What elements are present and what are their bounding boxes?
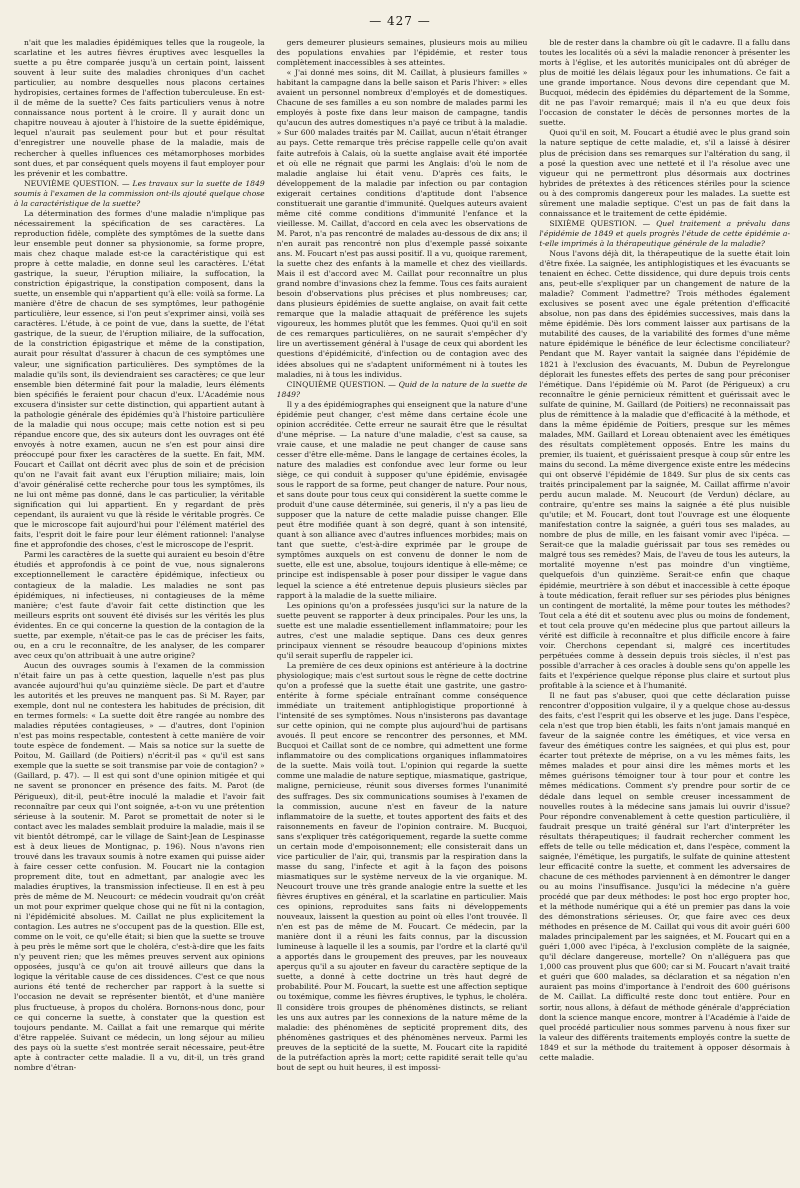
- paragraph: gers demeurer plusieurs semaines, plusieurs mois au milieu des populations envahies par l'épidémie, et rester tous complètement inaccessibles à ses atteintes.: [276, 38, 528, 68]
- question-label: CINQUIÈME QUESTION.: [286, 379, 386, 389]
- paragraph: Les opinions qu'on a professées jusqu'ici sur la nature de la suette peuvent se rapporter à deux principales. Pour les uns, la suette est une maladie essentiellement inflammatoire; pour les autres, c'est une maladie septique. Dans ces deux genres principaux viennent se résoudre beaucoup d'opinions mixtes qu'il serait superflu de rappeler ici.: [276, 600, 528, 660]
- paragraph: ble de rester dans la chambre où gît le cadavre. Il a fallu dans toutes les localités où a sévi la maladie renoncer à présenter les morts à l'église, et les autorités municipales ont dû abréger de plus de moitié les délais légaux pour les inhumations. Ce fait a une grande importance. Nous devons dire cependant que M. Bucquoi, médecin des épidémies du département de la Somme, dit ne pas l'avoir remarqué; mais il n'a eu que deux fois l'occasion de constater le décès de personnes mortes de la suette.: [539, 38, 791, 128]
- paragraph: La détermination des formes d'une maladie n'implique pas nécessairement la spécification de ses caractères. La reproduction fidèle, complète des symptômes de la suette dans leur ensemble peut donner sa physionomie, sa forme propre, mais chez chaque malade est-ce la caractéristique qui est propre à cette maladie, en donne seul les caractères. L'état gastrique, la sueur, l'éruption miliaire, la suffocation, la constriction épigastrique, la constipation composent, dans la suette, un ensemble qui n'appartient qu'à elle: voilà sa forme. La manière d'être de chacun de ses symptômes, leur pathogénie particulière, leur essence, si l'on peut s'exprimer ainsi, voilà ses caractères. L'étude, à ce point de vue, dans la suette, de l'état gastrique, de la sueur, de l'éruption miliaire, de la suffocation, de la constriction épigastrique et même de la constipation, aurait pour résultat d'assurer à chacun de ces symptômes une valeur, une signification particulières. Des symptômes de la maladie qu'ils sont, ils deviendraient ses caractères; ce que leur ensemble bien déterminé fait pour la maladie, leurs éléments bien spécifiés le feraient pour chacun d'eux. L'Académie nous excusera d'insister sur cette distinction, qui appartient autant à la pathologie générale des épidémies qu'à l'histoire particulière de la maladie qui nous occupe; mais cette notion est si peu répandue encore que, des six auteurs dont les ouvrages ont été envoyés à notre examen, aucun ne s'en est pour ainsi dire préoccupé pour fixer les caractères de la suette. En fait, MM. Foucart et Caillat ont décrit avec plus de soin et de précision qu'on ne l'avait fait avant eux l'éruption miliaire; mais, loin d'avoir généralisé cette recherche pour tous les symptômes, ils ne lui ont même pas donné, dans le cas particulier, la véritable signification qui lui appartient. En y regardant de près cependant, ils auraient vu que là réside le véritable progrès. Ce que le microscope fait aujourd'hui pour l'élément matériel des faits, l'esprit doit le faire pour leur élément rationnel: l'analyse fine et approfondie des choses, c'est le microscope de l'esprit.: [14, 208, 265, 550]
- paragraph: Parmi les caractères de la suette qui auraient eu besoin d'être étudiés et approfondis à ce point de vue, nous signalerons exceptionnellement le caractère épidémique, infectieux ou contagieux de la maladie. Les maladies ne sont pas épidémiques, ni infectieuses, ni contagieuses de la même manière; c'est faute d'avoir fait cette distinction que les meilleurs esprits ont souvent été divisés sur les vérités les plus évidentes. En ce qui concerne la question de la contagion de la suette, par exemple, n'était-ce pas le cas de préciser les faits, ou, en a cru le reconnaître, de les analyser, de les comparer avec ceux qu'on attribuait à une autre origine?: [14, 550, 265, 660]
- question-label: NEUVIÈME QUESTION.: [24, 178, 120, 188]
- page-number: — 427 —: [369, 14, 431, 28]
- column-right: [539, 38, 790, 1178]
- question-text: — Les travaux sur la suette de 1849 soumis à l'examen de la commission ont-ils ajouté quelque chose à la caractéristique de la suette?: [14, 178, 265, 208]
- column-left: [14, 38, 265, 1178]
- paragraph: Il y a des épidémiographes qui enseignent que la nature d'une épidémie peut changer, c'est même dans certaine école une opinion accréditée. Cette erreur ne saurait être que le résultat d'une méprise. — La nature d'une maladie, c'est sa cause, sa vraie cause, et une maladie ne peut changer de cause sans cesser d'être elle-même. Dans le langage de certaines écoles, la nature des maladies est confondue avec leur forme ou leur siège, ce qui conduit à supposer qu'une épidémie, envisagée sous le rapport de sa forme, peut changer de nature. Pour nous, et sans doute pour tous ceux qui considèrent la suette comme le produit d'une cause déterminée, sui generis, il n'y a pas lieu de supposer que la nature de cette maladie puisse changer. Elle peut être modifiée quant à son degré, quant à son intensité, quant à son alliance avec d'autres influences morbides; mais on tant que suette, c'est-à-dire exprimée par le groupe de symptômes auxquels on est convenu de donner le nom de suette, elle est une, absolue, toujours identique à elle-même; ce principe est indispensable à poser pour dissiper le vague dans lequel la science a été entretenue depuis plusieurs siècles par rapport à la maladie de la suette miliaire.: [276, 399, 528, 600]
- column-middle: [277, 38, 528, 1178]
- question-heading: [14, 179, 265, 209]
- text-columns: [14, 38, 790, 1178]
- question-heading: [277, 380, 528, 400]
- paragraph: Nous l'avons déjà dit, la thérapeutique de la suette était loin d'être fixée. La saignée, les antiphlogistiques et les évacuants se tenaient en échec. Cette dissidence, qui dure depuis trois cents ans, peut-elle s'expliquer par un changement de nature de la maladie? Comment l'admettre? Trois méthodes également exclusives se posent avec une égale prétention d'efficacité absolue, non pas dans des épidémies successives, mais dans la même épidémie. Dès lors comment laisser aux partisans de la mutabilité des causes, de la variabilité des formes d'une même nature épidémique le bénéfice de leur éclectisme conciliateur? Pendant que M. Rayer vantait la saignée dans l'épidémie de 1821 à l'exclusion des évacuants, M. Dubun de Peyrelongue déplorait les funestes effets des pertes de sang pour préconiser l'émétique. Dans l'épidémie où M. Parot (de Périgueux) a cru reconnaître le génie pernicieux rémittent et guérissait avec le sulfate de quinine, M. Gaillard (de Poitiers) ne reconnaissait pas plus de rémittence à la maladie que d'efficacité à la méthode, et dans la même épidémie de Poitiers, presque sur les mêmes malades, MM. Gaillard et Loreau obtenaient avec les émétiques des résultats complètement opposés. Entre les mains du premier, ils tuaient, et guérissaient presque à coup sûr entre les mains du second. La même divergence existe entre les médecins qui ont observé l'épidémie de 1849. Sur plus de six cents cas traités principalement par la saignée, M. Caillat affirme n'avoir perdu aucun malade. M. Neucourt (de Verdun) déclare, au contraire, qu'entre ses mains la saignée a été plus nuisible qu'utile; et M. Foucart, dont tout l'ouvrage est une éloquente manifestation contre la saignée, a guéri tous ses malades, au nombre de plus de mille, en les faisant vomir avec l'ipéca. — Serait-ce que la maladie guérissait par tous ses remèdes ou malgré tous ses remèdes? Mais, de l'aveu de tous les auteurs, la mortalité moyenne n'est pas moindre d'un vingtième, quelquefois d'un quinzième. Serait-ce enfin que chaque épidémie, meurtrière à son début et inaccessible à cette époque à toute médication, ferait refluer sur ses périodes plus bénignes un contingent de mortalité, la même pour toutes les méthodes? Tout cela a été dit et soutenu avec plus ou moins de fondement, et tout cela prouve qu'en médecine plus que partout ailleurs la vérité est difficile à reconnaître et plus difficile encore à faire voir. Cherchons cependant si, malgré ces incertitudes perpétuées comme à dessein depuis trois siècles, il n'est pas possible d'arracher à ces oracles à double sens qu'on appelle les faits et l'expérience quelque réponse plus claire et surtout plus profitable à la science et à l'humanité.: [539, 248, 791, 690]
- paragraph: Il ne faut pas s'abuser, quoi que cette déclaration puisse rencontrer d'opposition vulgaire, il y a quelque chose au-dessus des faits, c'est l'esprit qui les observe et les juge. Dans l'espèce, cela n'est que trop bien établi, les faits n'ont jamais manqué en faveur de la saignée contre les émétiques, et vice versa en faveur des émétiques contre les saignées, et qui plus est, pour écarter tout prétexte de méprise, on a vu les mêmes faits, les mêmes malades et pour ainsi dire les mêmes morts et les mêmes guérisons témoigner tour à tour pour et contre les mêmes médications. Comment s'y prendre pour sortir de ce dédale dans lequel on semble creuser incessamment de nouvelles routes à la médecine sans jamais lui ouvrir d'issue? Pour répondre convenablement à cette question particulière, il faudrait presque un traité général sur l'art d'interpréter les résultats thérapeutiques; il faudrait rechercher comment les effets de telle ou telle médication et, dans l'espèce, comment la saignée, l'émétique, les purgatifs, le sulfate de quinine attestent leur efficacité contre la suette, et comment les adversaires de chacune de ces méthodes parviennent à en démontrer le danger ou au moins l'insuffisance. Jusqu'ici la médecine n'a guère procédé que par deux méthodes: le post hoc ergo propter hoc, et la méthode numérique qui a été un premier pas dans la voie des démonstrations sérieuses. Or, que faire avec ces deux méthodes en présence de M. Caillat qui vous dit avoir guéri 600 malades principalement par les saignées, et M. Foucart qui en a guéri 1,000 avec l'ipéca, à l'exclusion complète de la saignée, qu'il déclare dangereuse, mortelle? On n'alléguera pas que 1,000 cas prouvent plus que 600; car si M. Foucart n'avait traité et guéri que 600 malades, sa déclaration et sa négation n'en auraient pas moins d'importance à l'endroit des 600 guérisons de M. Caillat. La difficulté reste donc tout entière. Pour en sortir, nous allons, à défaut de méthode générale d'appréciation dont la science manque encore, montrer à l'Académie à l'aide de quel procédé particulier nous sommes parvenu à nous fixer sur la valeur des différents traitements employés contre la suette de 1849 et sur la méthode du traitement à opposer désormais à cette maladie.: [539, 691, 791, 1062]
- question-text: — Quid de la nature de la suette de 1849?: [276, 379, 528, 399]
- paragraph: « J'ai donné mes soins, dit M. Caillat, à plusieurs familles » habitant la campagne dans la belle saison et Paris l'hiver: » elles avaient un personnel nombreux d'employés et de domestiques. Chacune de ses familles a eu son nombre de malades parmi les employés à poste fixe dans leur maison de campagne, tandis qu'aucun des autres domestiques n'a payé ce tribut à la maladie. » Sur 600 malades traités par M. Caillat, aucun n'était étranger au pays. Cette remarque très précise rappelle celle qu'on avait faite autrefois à Calais, où la suette anglaise avait été importée et où elle ne régnait que parmi les Anglais: d'où le nom de maladie anglaise lui était venu. D'après ces faits, le développement de la maladie par infection ou par contagion exigerait certaines conditions d'aptitude dont l'absence constituerait une garantie d'immunité. Quelques auteurs avaient même cité comme conditions d'immunité l'enfance et la vieillesse. M. Caillat, d'accord en cela avec les observations de M. Parot, n'a pas rencontré de malades au-dessous de dix ans; il n'en aurait pas rencontré non plus d'exemple passé soixante ans. M. Foucart n'est pas aussi positif. Il a vu, quoique rarement, la suette chez des enfants à la mamelle et chez des vieillards. Mais il est d'accord avec M. Caillat pour reconnaître un plus grand nombre d'invasions chez la femme. Tous ces faits auraient besoin d'observations plus précises et plus nombreuses; car, dans plusieurs épidémies de suette anglaise, on avait fait cette remarque que la maladie attaquait de préférence les sujets vigoureux, les hommes plutôt que les femmes. Quoi qu'il en soit de ces remarques particulières, on ne saurait s'empêcher d'y lire un avertissement général à l'usage de ceux qui abordent les questions d'épidémicité, d'infection ou de contagion avec des idées absolues qui ne s'adaptent uniformément ni à toutes les maladies, ni à tous les individus.: [276, 68, 528, 379]
- paragraph: Quoi qu'il en soit, M. Foucart a étudié avec le plus grand soin la nature septique de cette maladie, et, s'il a laissé à désirer plus de précision dans ses remarques sur l'altération du sang, il a posé la question avec une netteté et il l'a résolue avec une vigueur qui ne permettront plus désormais aux doctrines hybrides de prétextes à des réticences stériles pour la science ou à des compromis dangereux pour les malades. La suette est sûrement une maladie septique. C'est un pas de fait dans la connaissance et le traitement de cette épidémie.: [539, 128, 791, 218]
- paragraph: La première de ces deux opinions est antérieure à la doctrine physiologique; mais c'est surtout sous le règne de cette doctrine qu'on a professé que la suette était une gastrite, une gastro-entérite à forme spéciale entraînant comme conséquence immédiate un traitement antiphlogistique proportionné à l'intensité de ses symptômes. Nous n'insisterons pas davantage sur cette opinion, qui ne compte plus aujourd'hui de partisans avoués. Il peut encore se rencontrer des personnes, et MM. Bucquoi et Caillat sont de ce nombre, qui admettent une forme inflammatoire ou des complications organiques inflammatoires de la suette. Mais voilà tout. L'opinion qui regarde la suette comme une maladie de nature septique, miasmatique, gastrique, maligne, pernicieuse, réunit sous diverses formes l'unanimité des suffrages. Des six communications soumises à l'examen de la commission, aucune n'est en faveur de la nature inflammatoire de la suette, et toutes apportent des faits et des raisonnements en faveur de l'opinion contraire. M. Bucquoi, sans s'expliquer très catégoriquement, regarde la suette comme un certain mode d'empoisonnement; elle consisterait dans un vice particulier de l'air, qui, transmis par la respiration dans la masse du sang, l'infecte et agit à la façon des poisons miasmatiques sur le système nerveux de la vie organique. M. Neucourt trouve une très grande analogie entre la suette et les fièvres éruptives en général, et la scarlatine en particulier. Mais ces opinions, reproduites sans faits ni développements nouveaux, laissent la question au point où elles l'ont trouvée. Il n'en est pas de même de M. Foucart. Ce médecin, par la manière dont il a réuni les faits connus, par la discussion lumineuse à laquelle il les a soumis, par l'ordre et la clarté qu'il a apportés dans le groupement des preuves, par les nouveaux aperçus qu'il a su ajouter en faveur du caractère septique de la suette, a donné à cette doctrine un très haut degré de probabilité. Pour M. Foucart, la suette est une affection septique ou toxémique, comme les fièvres éruptives, le typhus, le choléra. Il considère trois groupes de phénomènes distincts, se reliant les uns aux autres par les connexions de la nature même de la maladie: des phénomènes de septicité proprement dits, des phénomènes gastriques et des phénomènes nerveux. Parmi les preuves de la septicité de la suette, M. Foucart cite la rapidité de la putréfaction après la mort; cette rapidité serait telle qu'au bout de sept ou huit heures, il est impossi-: [276, 660, 528, 1072]
- question-heading: [539, 219, 790, 249]
- paragraph: n'ait que les maladies épidémiques telles que la rougeole, la scarlatine et les autres fièvres éruptives avec lesquelles la suette a pu être comparée jusqu'à un certain point, laissent souvent à leur suite des maladies chroniques d'un cachet particulier, au nombre desquelles nous placons certaines hydropisies, certaines formes de l'affection tuberculeuse. En est-il de même de la suette? Ces faits particuliers venus à notre connaissance nous portent à le croire. Il y aurait donc un chapitre nouveau à ajouter à l'histoire de la suette épidémique, lequel n'aurait pas seulement pour but et pour résultat d'enregistrer une nouvelle phase de la maladie, mais de rechercher à quelles influences ces métamorphoses morbides sont dues, et par conséquent quels moyens il faut employer pour les prévenir et les combattre.: [14, 38, 265, 178]
- question-label: SIXIÈME QUESTION.: [549, 218, 637, 228]
- paragraph: Aucun des ouvrages soumis à l'examen de la commission n'était faire un pas à cette question, laquelle n'est pas plus avancée aujourd'hui qu'au quinzième siècle. De part et d'autre les autorités et les preuves ne manquent pas. Si M. Rayer, par exemple, dont nul ne contestera les habitudes de précision, dit en termes formels: « La suette doit être rangée au nombre des maladies réputées contagieuses, » — d'autres, dont l'opinion n'est pas moins respectable, contestent à cette manière de voir toute espèce de fondement. — Mais sa notice sur la suette de Poitou, M. Gaillard (de Poitiers) n'écrit-il pas « qu'il est sans exemple que la suette se soit transmise par voie de contagion? » (Gaillard, p. 47). — Il est qui sont d'une opinion mitigée et qui ne savent se prononcer en présence des faits. M. Parot (de Périgueux), dit-il, peut-être inoculé la maladie et l'avoir fait reconnaître par ceux qui l'ont soignée, a-t-on vu une prétention sérieuse à la soutenir. M. Parot se promettait de noter si le contact avec les malades semblait produire la maladie, mais il se vit bientôt détrompé, car le village de Saint-Jean de Lespinasse est à deux lieues de Montignac, p. 196). Nous n'avons rien trouvé dans les travaux soumis à notre examen qui puisse aider à faire cesser cette confusion. M. Foucart nie la contagion proprement dite, tout en admettant, par analogie avec les maladies éruptives, la transmission infectieuse. Il en est à peu près de même de M. Neucourt: ce médecin voudrait qu'on créât un mot pour exprimer quelque chose qui ne fût ni la contagion, ni l'épidémicité absolues. M. Caillat ne plus explicitement la contagion. Les autres ne s'occupent pas de la question. Elle est, comme on le voit, ce qu'elle était; si bien que la suette se trouve à peu près le même sort que le choléra, c'est-à-dire que les faits n'y peuvent rien; que les mêmes preuves servent aux opinions opposées, jusqu'à ce qu'on ait trouvé ailleurs que dans la logique la véritable cause de ces dissidences. C'est ce que nous aurions été tenté de rechercher par rapport à la suette si l'occasion ne devait se représenter bientôt, et d'une manière plus fructueuse, à propos du choléra. Bornons-nous donc, pour ce qui concerne la suette, à constater que la question est toujours pendante. M. Caillat a fait une remarque qui mérite d'être rappelée. Suivant ce médecin, un long séjour au milieu des pays où la suette s'est montrée serait nécessaire, peut-être apte à contracter cette maladie. Il a vu, dit-il, un très grand nombre d'étran-: [14, 660, 265, 1072]
- question-text: — Quel traitement a prévalu dans l'épidémie de 1849 et quels progrès l'étude de cette épidémie a-t-elle imprimés à la thérapeutique générale de la maladie?: [539, 218, 791, 248]
